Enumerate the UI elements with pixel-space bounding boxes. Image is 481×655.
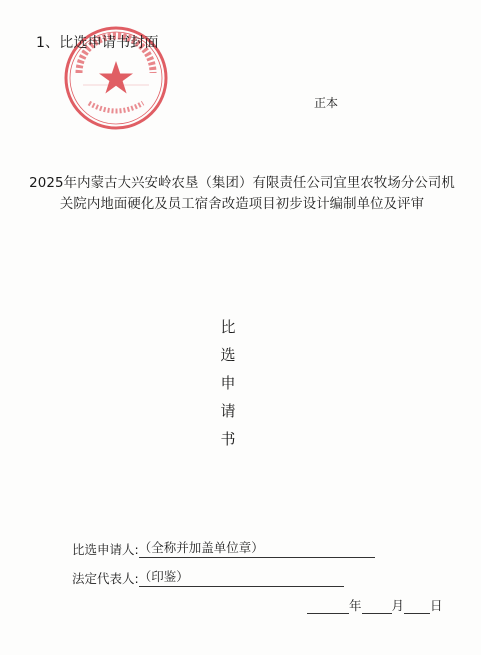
document-type-char: 选: [220, 346, 236, 364]
month-blank: [362, 599, 392, 614]
document-type-char: 比: [220, 318, 236, 336]
date-row: [307, 598, 443, 614]
year-label: 年: [349, 598, 362, 613]
document-title: 2025年内蒙古大兴安岭农垦（集团）有限责任公司宜里农牧场分公司机关院内地面硬化及员工宿舍改造项目初步设计编制单位及评审: [29, 176, 455, 212]
year-blank: [307, 599, 349, 614]
applicant-line: [139, 542, 375, 558]
legal-rep-hint: （印鉴）: [138, 569, 189, 584]
legal-rep-line: [139, 571, 344, 587]
document-type-char: 申: [220, 374, 236, 392]
legal-rep-field: [72, 571, 344, 587]
day-label: 日: [430, 598, 443, 613]
section-heading: 1、比选申请书封面: [36, 35, 159, 51]
applicant-field: [72, 542, 375, 558]
original-copy-mark: 正本: [314, 96, 339, 110]
document-type-vertical: [218, 318, 238, 458]
document-type-char: 书: [220, 430, 236, 448]
legal-rep-label: 法定代表人:: [72, 571, 139, 586]
applicant-hint: （全称并加盖单位章）: [138, 540, 264, 555]
day-blank: [404, 599, 430, 614]
applicant-label: 比选申请人:: [72, 542, 139, 557]
document-type-char: 请: [220, 402, 236, 420]
month-label: 月: [391, 598, 405, 613]
star-icon: [99, 61, 133, 94]
